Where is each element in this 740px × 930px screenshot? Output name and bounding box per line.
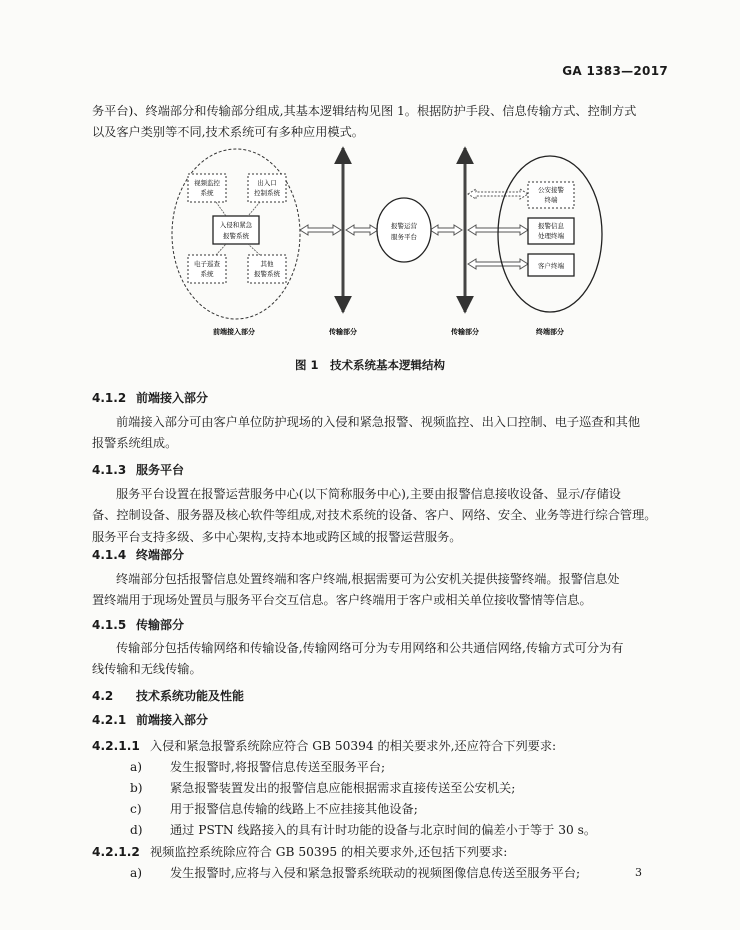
section-paragraph xyxy=(92,412,672,455)
intro-line: 以及客户类别等不同,技术系统可有多种应用模式。 xyxy=(92,125,364,140)
other-label-2: 报警系统 xyxy=(254,270,280,278)
front-end-label: 前端接入部分 xyxy=(213,328,255,336)
section-number: 4.1.3 xyxy=(92,463,127,477)
list-item-label: c) xyxy=(130,802,142,816)
section-number: 4.1.5 xyxy=(92,618,127,632)
clause xyxy=(92,843,507,860)
section-heading xyxy=(92,546,184,563)
access-label-2: 控制系统 xyxy=(254,189,280,197)
patrol-label-2: 系统 xyxy=(200,270,214,278)
video-label-1: 视频监控 xyxy=(194,179,220,187)
list-item xyxy=(92,863,672,884)
list-item xyxy=(92,820,672,841)
list-item-text: 用于报警信息传输的线路上不应挂接其他设备; xyxy=(170,802,418,816)
transport-label-2: 传输部分 xyxy=(451,328,479,336)
handling-label-2: 处理终端 xyxy=(538,232,564,240)
list-item-label: a) xyxy=(130,760,143,774)
list-item-text: 发生报警时,应将与入侵和紧急报警系统联动的视频图像信息传送至服务平台; xyxy=(170,866,581,880)
section-title: 传输部分 xyxy=(136,618,185,632)
section-heading xyxy=(92,687,244,704)
list-item-text: 发生报警时,将报警信息传送至服务平台; xyxy=(170,760,386,774)
standard-number: GA 1383—2017 xyxy=(562,64,668,78)
section-heading xyxy=(92,461,184,478)
transport-label-1: 传输部分 xyxy=(329,328,357,336)
list-item-label: b) xyxy=(130,781,143,795)
logic-structure-diagram xyxy=(168,142,608,342)
section-title: 前端接入部分 xyxy=(136,713,209,727)
section-paragraph xyxy=(92,484,672,548)
paragraph-line: 报警系统组成。 xyxy=(92,436,178,451)
patrol-label-1: 电子巡查 xyxy=(194,260,220,268)
access-label-1: 出入口 xyxy=(257,179,277,187)
list-item-label: a) xyxy=(130,866,143,880)
clause xyxy=(92,737,556,754)
section-title: 服务平台 xyxy=(136,463,185,477)
alarm-label-2: 报警系统 xyxy=(223,232,249,240)
handling-label-1: 报警信息 xyxy=(538,222,564,230)
platform-label-2: 服务平台 xyxy=(391,233,417,241)
link-arrow-2 xyxy=(346,225,378,235)
link-arrow-police xyxy=(468,189,528,199)
link-arrow-3 xyxy=(430,225,462,235)
link-arrow-5 xyxy=(468,259,528,269)
section-number: 4.1.2 xyxy=(92,391,127,405)
section-paragraph xyxy=(92,638,672,681)
clause-number: 4.2.1.2 xyxy=(92,845,140,859)
section-heading xyxy=(92,711,208,728)
list-item-text: 通过 PSTN 线路接入的具有计时功能的设备与北京时间的偏差小于等于 30 s。 xyxy=(170,823,597,837)
paragraph-line: 服务平台设置在报警运营服务中心(以下简称服务中心),主要由报警信息接收设备、显示/存储设 xyxy=(116,487,621,501)
intro-paragraph xyxy=(92,101,672,144)
section-number: 4.2 xyxy=(92,689,114,703)
figure-caption: 图 1 技术系统基本逻辑结构 xyxy=(294,358,445,372)
other-label-1: 其他 xyxy=(260,260,274,268)
police-label-2: 终端 xyxy=(544,196,558,204)
clause-number: 4.2.1.1 xyxy=(92,739,140,753)
section-number: 4.1.4 xyxy=(92,548,127,562)
platform-label-1: 报警运营 xyxy=(391,222,417,230)
paragraph-line: 终端部分包括报警信息处置终端和客户终端,根据需要可为公安机关提供接警终端。报警信息处 xyxy=(116,572,620,586)
intro-line: 务平台)、终端部分和传输部分组成,其基本逻辑结构见图 1。根据防护手段、信息传输方式、控制方式 xyxy=(92,104,637,118)
terminal-label: 终端部分 xyxy=(536,328,564,336)
clause-text: 视频监控系统除应符合 GB 50395 的相关要求外,还包括下列要求: xyxy=(150,845,508,859)
link-arrow-1 xyxy=(300,225,341,235)
video-label-2: 系统 xyxy=(200,189,214,197)
section-title: 技术系统功能及性能 xyxy=(136,689,245,703)
list-item xyxy=(92,799,672,820)
alarm-label-1: 入侵和紧急 xyxy=(219,221,253,229)
paragraph-line: 置终端用于现场处置员与服务平台交互信息。客户终端用于客户或相关单位接收警情等信息。 xyxy=(92,593,592,608)
paragraph-line: 备、控制设备、服务器及核心软件等组成,对技术系统的设备、客户、网络、安全、业务等进行综合管理。 xyxy=(92,508,657,523)
section-number: 4.2.1 xyxy=(92,713,127,727)
police-label-1: 公安接警 xyxy=(538,186,564,194)
section-heading xyxy=(92,616,184,633)
paragraph-line: 前端接入部分可由客户单位防护现场的入侵和紧急报警、视频监控、出入口控制、电子巡查和其他 xyxy=(116,415,641,429)
client-label: 客户终端 xyxy=(538,262,564,270)
section-title: 终端部分 xyxy=(136,548,185,562)
paragraph-line: 传输部分包括传输网络和传输设备,传输网络可分为专用网络和公共通信网络,传输方式可分为有 xyxy=(116,641,624,655)
clause-text: 入侵和紧急报警系统除应符合 GB 50394 的相关要求外,还应符合下列要求: xyxy=(150,739,557,753)
page-number: 3 xyxy=(635,866,642,879)
section-heading xyxy=(92,389,208,406)
section-title: 前端接入部分 xyxy=(136,391,209,405)
list-item-text: 紧急报警装置发出的报警信息应能根据需求直接传送至公安机关; xyxy=(170,781,516,795)
list-item xyxy=(92,757,672,778)
paragraph-line: 服务平台支持多级、多中心架构,支持本地或跨区域的报警运营服务。 xyxy=(92,529,462,544)
list-item xyxy=(92,778,672,799)
service-platform xyxy=(377,198,431,262)
section-paragraph xyxy=(92,569,672,612)
list-item-label: d) xyxy=(130,823,143,837)
paragraph-line: 线传输和无线传输。 xyxy=(92,662,202,677)
